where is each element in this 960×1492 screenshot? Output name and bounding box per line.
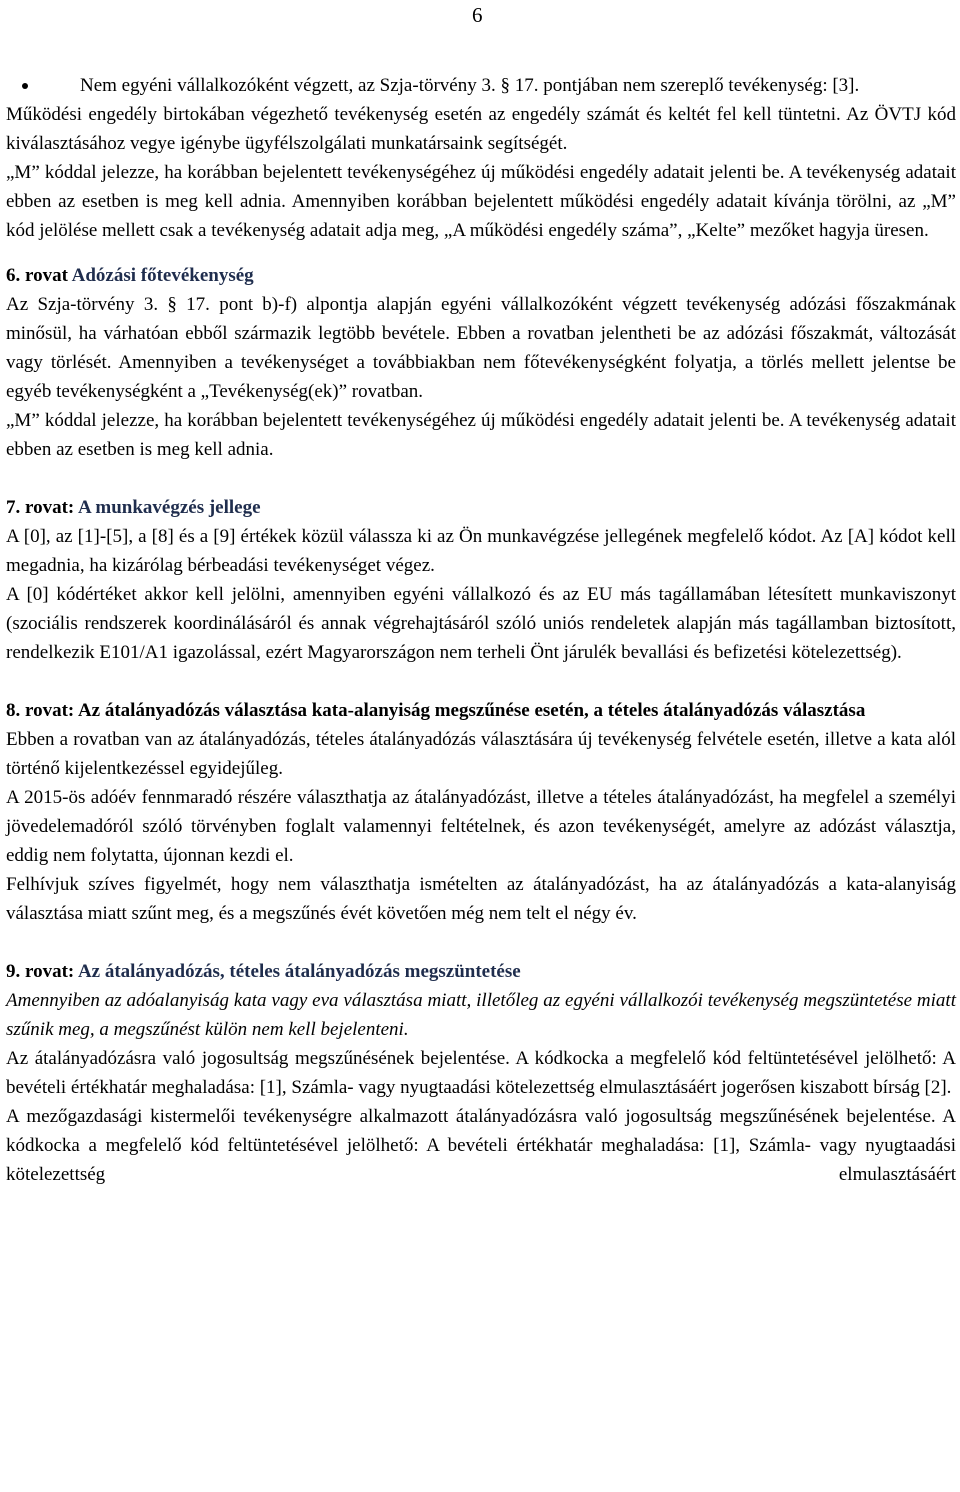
section-6-paragraph-2: „M” kóddal jelezze, ha korábban bejelentett tevékenységéhez új működési engedély adatait jelenti be. A tevékenység adatait ebben az esetben is meg kell adnia.: [6, 410, 956, 460]
spacer: [6, 464, 956, 493]
section-7-heading: [6, 493, 956, 522]
section-8-title: 8. rovat: Az átalányadózás választása kata-alanyiság megszűnése esetén, a tételes átalányadózás választása: [6, 700, 866, 721]
document-body: [6, 71, 956, 1189]
section-8-heading: [6, 696, 956, 725]
section-7-title: A munkavégzés jellege: [77, 497, 261, 518]
section-9-italic-paragraph: Amennyiben az adóalanyiság kata vagy eva választása miatt, illetőleg az egyéni vállalkozói tevékenység megszüntetése miatt szűnik meg, a megszűnést külön nem kell bejelenteni.: [6, 990, 956, 1040]
section-9-number: 9. rovat:: [6, 961, 75, 982]
bullet-text: Nem egyéni vállalkozóként végzett, az Szja-törvény 3. § 17. pontjában nem szereplő tevékenység: [3].: [80, 75, 860, 96]
section-7-number: 7. rovat:: [6, 497, 75, 518]
intro-m-paragraph: „M” kóddal jelezze, ha korábban bejelentett tevékenységéhez új működési engedély adatait jelenti be. A tevékenység adatait ebben az esetben is meg kell adnia. Amennyiben korábban bejelentett működési engedély adatait kívánja törölni, az „M” kód jelölése mellett csak a tevékenység adatait adja meg, „A működési engedély száma”, „Kelte” mezőket hagyja üresen.: [6, 162, 956, 241]
section-9-paragraph-1: Az átalányadózásra való jogosultság megszűnésének bejelentése. A kódkocka a megfelelő kód feltüntetésével jelölhető: A bevételi értékhatár meghaladása: [1], Számla- vagy nyugtaadási kötelezettség elmulasztásáért jogerősen kiszabott bírság [2].: [6, 1048, 956, 1098]
spacer: [6, 667, 956, 696]
section-7-paragraph-2: A [0] kódértéket akkor kell jelölni, amennyiben egyéni vállalkozó és az EU más tagállamában létesített munkaviszonyt (szociális rendszerek koordinálásáról és annak végrehajtásáról szóló uniós rendeletek alapján más tagállamban biztosított, rendelkezik E101/A1 igazolással, ezért Magyarországon nem terheli Önt járulék bevallási és befizetési kötelezettség).: [6, 584, 956, 663]
section-6-heading: [6, 261, 956, 290]
section-8-paragraph-1: Ebben a rovatban van az átalányadózás, tételes átalányadózás választására új tevékenység felvétele esetén, illetve a kata alól történő kijelentkezéssel egyidejűleg.: [6, 729, 956, 779]
spacer: [6, 928, 956, 957]
section-9-heading: [6, 957, 956, 986]
section-6-number: 6. rovat: [6, 265, 68, 286]
section-6-title: Adózási főtevékenység: [71, 265, 254, 286]
spacer: [6, 245, 956, 261]
page-number: 6: [472, 3, 483, 27]
section-7-paragraph-1: A [0], az [1]-[5], a [8] és a [9] értékek közül válassza ki az Ön munkavégzése jellegének megfelelő kódot. Az [A] kódot kell megadnia, ha kizárólag bérbeadási tevékenységet végez.: [6, 526, 956, 576]
bullet-icon: [22, 83, 28, 89]
section-8-paragraph-2: A 2015-ös adóév fennmaradó részére választhatja az átalányadózást, illetve a tételes átalányadózást, ha megfelel a személyi jövedelemadóról szóló törvényben foglalt valamennyi feltételnek, és azon tevékenységét, amelyre az adózást választja, eddig nem folytatta, újonnan kezdi el.: [6, 787, 956, 866]
section-9-paragraph-2: A mezőgazdasági kistermelői tevékenységre alkalmazott átalányadózásra való jogosultság megszűnésének bejelentése. A kódkocka a megfelelő kód feltüntetésével jelölhető: A bevételi értékhatár meghaladása: [1], Számla- vagy nyugtaadási kötelezettség elmulasztásáért: [6, 1106, 956, 1185]
bullet-item: [6, 71, 956, 100]
section-8-paragraph-3: Felhívjuk szíves figyelmét, hogy nem választhatja ismételten az átalányadózást, ha az átalányadózás a kata-alanyiság választása miatt szűnt meg, és a megszűnés évét követően még nem telt el négy év.: [6, 874, 956, 924]
section-9-title: Az átalányadózás, tételes átalányadózás megszüntetése: [77, 961, 521, 982]
section-6-paragraph-1: Az Szja-törvény 3. § 17. pont b)-f) alpontja alapján egyéni vállalkozóként végzett tevékenység adózási főszakmának minősül, ha várhatóan ebből származik legtöbb bevétele. Ebben a rovatban jelentheti be az adózási főszakmát, változását vagy törlését. Amennyiben a tevékenységet a továbbiakban nem főtevékenységként folyatja, a törlés mellett jelentse be egyéb tevékenységként a „Tevékenység(ek)” rovatban.: [6, 294, 956, 402]
intro-paragraph: Működési engedély birtokában végezhető tevékenység esetén az engedély számát és keltét fel kell tüntetni. Az ÖVTJ kód kiválasztásához vegye igénybe ügyfélszolgálati munkatársaink segítségét.: [6, 104, 956, 154]
